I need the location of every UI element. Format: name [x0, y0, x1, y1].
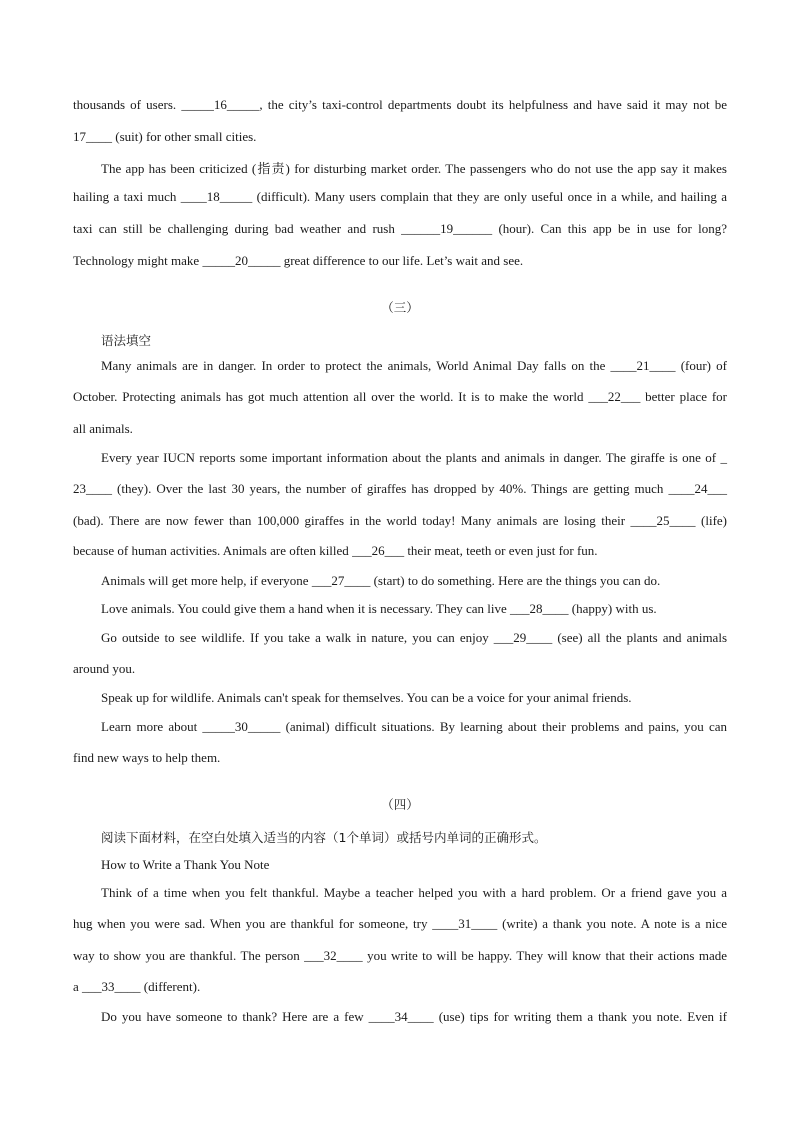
- text: The app has been criticized (指责) for disturbing market order. The passengers who do not use the app say it makes: [101, 161, 727, 176]
- text: (difficult). Many users complain that they are only useful once in a while, and hailing a: [252, 189, 727, 204]
- blank-32: ___32____: [304, 948, 363, 963]
- paragraph-line: [73, 661, 727, 677]
- blank-21: ____21____: [610, 358, 676, 373]
- blank-23: 23____: [73, 481, 112, 496]
- text: all animals.: [73, 421, 133, 436]
- blank-17: 17____: [73, 129, 112, 144]
- text: Think of a time when you felt thankful. Maybe a teacher helped you with a hard problem. Or a friend gave you a: [101, 885, 727, 900]
- paragraph-line: [73, 481, 727, 497]
- paragraph-line: [101, 1009, 727, 1025]
- blank-16: _____16_____: [181, 97, 260, 112]
- blank-19: ______19______: [401, 221, 493, 236]
- text: , the city’s taxi-control departments doubt its helpfulness and have said it may not be: [259, 97, 727, 112]
- blank-30: _____30_____: [202, 719, 281, 734]
- paragraph-line: [101, 450, 727, 466]
- paragraph-line: [101, 885, 727, 901]
- text: Many animals are in danger. In order to protect the animals, World Animal Day falls on the: [101, 358, 611, 373]
- paragraph-line: [73, 948, 727, 964]
- blank-26: ___26___: [352, 543, 405, 558]
- paragraph-line: [101, 601, 727, 617]
- paragraph-line: [73, 189, 727, 205]
- text: Technology might make: [73, 253, 203, 268]
- paragraph-line: [73, 253, 727, 269]
- paragraph-line: [101, 690, 727, 706]
- text: (see) all the plants and animals: [552, 630, 728, 645]
- section-instruction: 阅读下面材料，在空白处填入适当的内容（1个单词）或括号内单词的正确形式。: [101, 830, 547, 845]
- text: a: [73, 979, 83, 994]
- text: Learn more about: [101, 719, 203, 734]
- paragraph-line: [73, 979, 727, 995]
- blank-34: ____34____: [368, 1009, 434, 1024]
- text: (they). Over the last 30 years, the number of giraffes has dropped by 40%. Things are getting much: [112, 481, 669, 496]
- section-heading-3: （三）: [381, 300, 419, 315]
- paragraph-line: [73, 543, 727, 559]
- paragraph-line: [73, 421, 727, 437]
- text: (bad). There are now fewer than 100,000 giraffes in the world today! Many animals are losing their: [73, 513, 631, 528]
- text: Every year IUCN reports some important information about the plants and animals in danger. The giraffe is one of: [101, 450, 721, 465]
- text: October. Protecting animals has got much attention all over the world. It is to make the world: [73, 389, 589, 404]
- blank-18: ____18_____: [180, 189, 253, 204]
- text: How to Write a Thank You Note: [101, 857, 270, 872]
- text: (happy) with us.: [568, 601, 657, 616]
- paragraph-line: [73, 513, 727, 529]
- text: (life): [695, 513, 728, 528]
- text: hailing a taxi much: [73, 189, 181, 204]
- text: (start) to do something. Here are the things you can do.: [370, 573, 661, 588]
- text: (write) a thank you note. A note is a nice: [497, 916, 727, 931]
- text: great difference to our life. Let’s wait and see.: [280, 253, 524, 268]
- passage-title: [101, 857, 727, 873]
- text: you write to will be happy. They will know that their actions made: [362, 948, 728, 963]
- text: thousands of users.: [73, 97, 182, 112]
- text: because of human activities. Animals are often killed: [73, 543, 353, 558]
- blank-25: ____25____: [630, 513, 696, 528]
- text: (animal) difficult situations. By learning about their problems and pains, you can: [280, 719, 727, 734]
- blank-20: _____20_____: [202, 253, 281, 268]
- text: better place for: [640, 389, 727, 404]
- text: find new ways to help them.: [73, 750, 221, 765]
- paragraph-line: [73, 221, 727, 237]
- text: way to show you are thankful. The person: [73, 948, 305, 963]
- text: Do you have someone to thank? Here are a few: [101, 1009, 369, 1024]
- section-instruction: 语法填空: [101, 333, 152, 348]
- section-heading-4: （四）: [381, 797, 419, 812]
- paragraph-line: [73, 750, 727, 766]
- text: around you.: [73, 661, 136, 676]
- blank-29: ___29____: [493, 630, 553, 645]
- blank-27: ___27____: [311, 573, 371, 588]
- paragraph-line: [73, 97, 727, 113]
- text: their meat, teeth or even just for fun.: [404, 543, 598, 558]
- text: taxi can still be challenging during bad weather and rush: [73, 221, 402, 236]
- text: Speak up for wildlife. Animals can't speak for themselves. You can be a voice for your animal friends.: [101, 690, 632, 705]
- paragraph-line: [73, 389, 727, 405]
- paragraph-line: [101, 573, 727, 589]
- blank-24: ____24___: [668, 481, 727, 496]
- blank-33: ___33____: [82, 979, 141, 994]
- paragraph-line: [73, 916, 727, 932]
- blank-22: ___22___: [588, 389, 641, 404]
- text: (suit) for other small cities.: [112, 129, 257, 144]
- paragraph-line: [101, 719, 727, 735]
- text: Animals will get more help, if everyone: [101, 573, 312, 588]
- blank-31: ____31____: [432, 916, 498, 931]
- blank-23-start: _: [720, 450, 727, 465]
- text: hug when you were sad. When you are thankful for someone, try: [73, 916, 433, 931]
- text: (different).: [140, 979, 201, 994]
- text: (hour). Can this app be in use for long?: [492, 221, 728, 236]
- paragraph-line: [101, 158, 727, 177]
- text: Go outside to see wildlife. If you take a walk in nature, you can enjoy: [101, 630, 494, 645]
- paragraph-line: [73, 129, 727, 145]
- paragraph-line: [101, 630, 727, 646]
- text: (use) tips for writing them a thank you note. Even if: [433, 1009, 727, 1024]
- text: (four) of: [675, 358, 727, 373]
- text: Love animals. You could give them a hand when it is necessary. They can live: [101, 601, 511, 616]
- paragraph-line: [101, 358, 727, 374]
- blank-28: ___28____: [510, 601, 569, 616]
